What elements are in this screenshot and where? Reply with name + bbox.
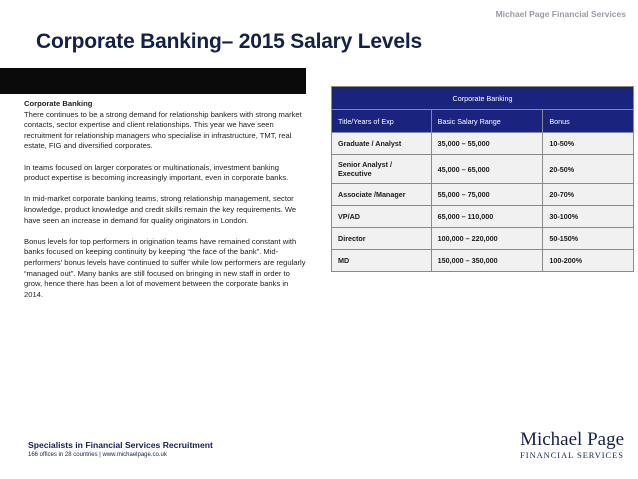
cell-title: MD: [332, 250, 432, 272]
cell-title: Director: [332, 228, 432, 250]
table-row: [332, 133, 634, 155]
table-row: [332, 206, 634, 228]
table-row: [332, 184, 634, 206]
title-underline-bar: [0, 68, 306, 94]
michael-page-logo: [520, 430, 624, 461]
cell-salary: 100,000 – 220,000: [431, 228, 543, 250]
cell-title: Senior Analyst / Executive: [332, 155, 432, 184]
cell-salary: 55,000 – 75,000: [431, 184, 543, 206]
cell-title: VP/AD: [332, 206, 432, 228]
body-heading: Corporate Banking: [24, 99, 93, 108]
table-row: [332, 250, 634, 272]
cell-salary: 45,000 – 65,000: [431, 155, 543, 184]
cell-bonus: 30-100%: [543, 206, 634, 228]
logo-name: Michael Page: [520, 429, 624, 450]
table-header-row: [332, 110, 634, 133]
page-title: Corporate Banking– 2015 Salary Levels: [36, 30, 422, 53]
salary-table: [331, 86, 634, 272]
body-text: [24, 99, 306, 311]
column-header-title: Title/Years of Exp: [332, 110, 432, 133]
column-header-salary: Basic Salary Range: [431, 110, 543, 133]
table-caption: Corporate Banking: [332, 87, 634, 110]
table-caption-row: [332, 87, 634, 110]
footer-tagline: Specialists in Financial Services Recruitment: [28, 440, 213, 450]
logo-subtitle: FINANCIAL SERVICES: [520, 451, 624, 460]
cell-bonus: 10-50%: [543, 133, 634, 155]
table-row: [332, 155, 634, 184]
cell-title: Graduate / Analyst: [332, 133, 432, 155]
cell-bonus: 20-50%: [543, 155, 634, 184]
cell-bonus: 20-70%: [543, 184, 634, 206]
cell-bonus: 100-200%: [543, 250, 634, 272]
body-paragraph-1: There continues to be a strong demand for relationship bankers with strong market contacts, sector expertise and client relationships. This year we have seen recruitment for relationship managers who specialise in infrastructure, TMT, real estate, FIG and diversified corporates.: [24, 109, 302, 151]
cell-salary: 65,000 – 110,000: [431, 206, 543, 228]
cell-title: Associate /Manager: [332, 184, 432, 206]
table-row: [332, 228, 634, 250]
cell-salary: 35,000 – 55,000: [431, 133, 543, 155]
cell-bonus: 50-150%: [543, 228, 634, 250]
cell-salary: 150,000 – 350,000: [431, 250, 543, 272]
header-brand: Michael Page Financial Services: [495, 9, 626, 19]
body-paragraph-2: In teams focused on larger corporates or multinationals, investment banking product expertise is becoming increasingly important, even in corporate banks.: [24, 162, 289, 183]
column-header-bonus: Bonus: [543, 110, 634, 133]
body-paragraph-4: Bonus levels for top performers in origination teams have remained constant with banks focused on keeping continuity by keeping “the face of the bank”. Mid-performers’ bonus levels have continued to suffer while low performers are regularly “managed out”. Many banks are still focused on bringing in new staff in order to grow, hence there has been a lot of movement between the corporate banks in 2014.: [24, 236, 306, 299]
body-paragraph-3: In mid-market corporate banking teams, strong relationship management, sector knowledge, product knowledge and credit skills remain the key requirements. We have seen an increase in demand for quality originators in London.: [24, 194, 297, 225]
footer-subline: 166 offices in 28 countries | www.michaelpage.co.uk: [28, 452, 167, 458]
